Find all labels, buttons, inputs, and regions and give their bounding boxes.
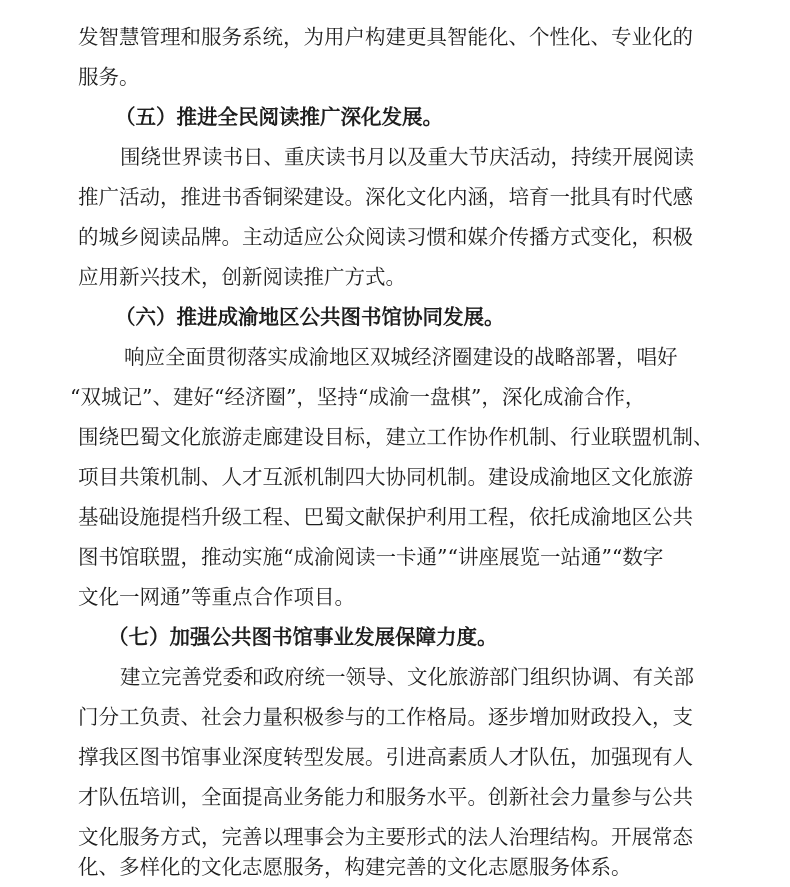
text-line: 服务。 — [78, 65, 140, 89]
text-line: 文化一网通”等重点合作项目。 — [78, 585, 355, 609]
text-line: 推广活动，推进书香铜梁建设。深化文化内涵，培育一批具有时代感 — [78, 185, 693, 209]
text-line: 响应全面贯彻落实成渝地区双城经济圈建设的战略部署，唱好 — [124, 345, 678, 369]
section-heading: （六）推进成渝地区公共图书馆协同发展。 — [115, 305, 505, 329]
text-line: 应用新兴技术，创新阅读推广方式。 — [78, 265, 406, 289]
text-line: “双城记”、建好“经济圈”，坚持“成渝一盘棋”，深化成渝合作， — [70, 385, 646, 409]
text-line: 项目共策机制、人才互派机制四大协同机制。建设成渝地区文化旅游 — [78, 465, 693, 489]
text-line: 的城乡阅读品牌。主动适应公众阅读习惯和媒介传播方式变化，积极 — [78, 225, 693, 249]
text-line: 门分工负责、社会力量积极参与的工作格局。逐步增加财政投入，支 — [78, 705, 693, 729]
text-line: 发智慧管理和服务系统，为用户构建更具智能化、个性化、专业化的 — [78, 25, 693, 49]
text-line: 文化服务方式，完善以理事会为主要形式的法人治理结构。开展常态 — [78, 825, 693, 849]
text-line: 撑我区图书馆事业深度转型发展。引进高素质人才队伍，加强现有人 — [78, 745, 693, 769]
text-line: 化、多样化的文化志愿服务，构建完善的文化志愿服务体系。 — [78, 855, 632, 879]
section-heading: （七）加强公共图书馆事业发展保障力度。 — [108, 625, 498, 649]
text-line: 围绕巴蜀文化旅游走廊建设目标，建立工作协作机制、行业联盟机制、 — [78, 425, 714, 449]
text-line: 基础设施提档升级工程、巴蜀文献保护利用工程，依托成渝地区公共 — [78, 505, 693, 529]
text-line: 才队伍培训，全面提高业务能力和服务水平。创新社会力量参与公共 — [78, 785, 693, 809]
text-line: 图书馆联盟，推动实施“成渝阅读一卡通”“讲座展览一站通”“数字 — [78, 545, 664, 569]
text-line: 建立完善党委和政府统一领导、文化旅游部门组织协调、有关部 — [120, 665, 694, 689]
section-heading: （五）推进全民阅读推广深化发展。 — [115, 105, 443, 129]
text-line: 围绕世界读书日、重庆读书月以及重大节庆活动，持续开展阅读 — [120, 145, 694, 169]
